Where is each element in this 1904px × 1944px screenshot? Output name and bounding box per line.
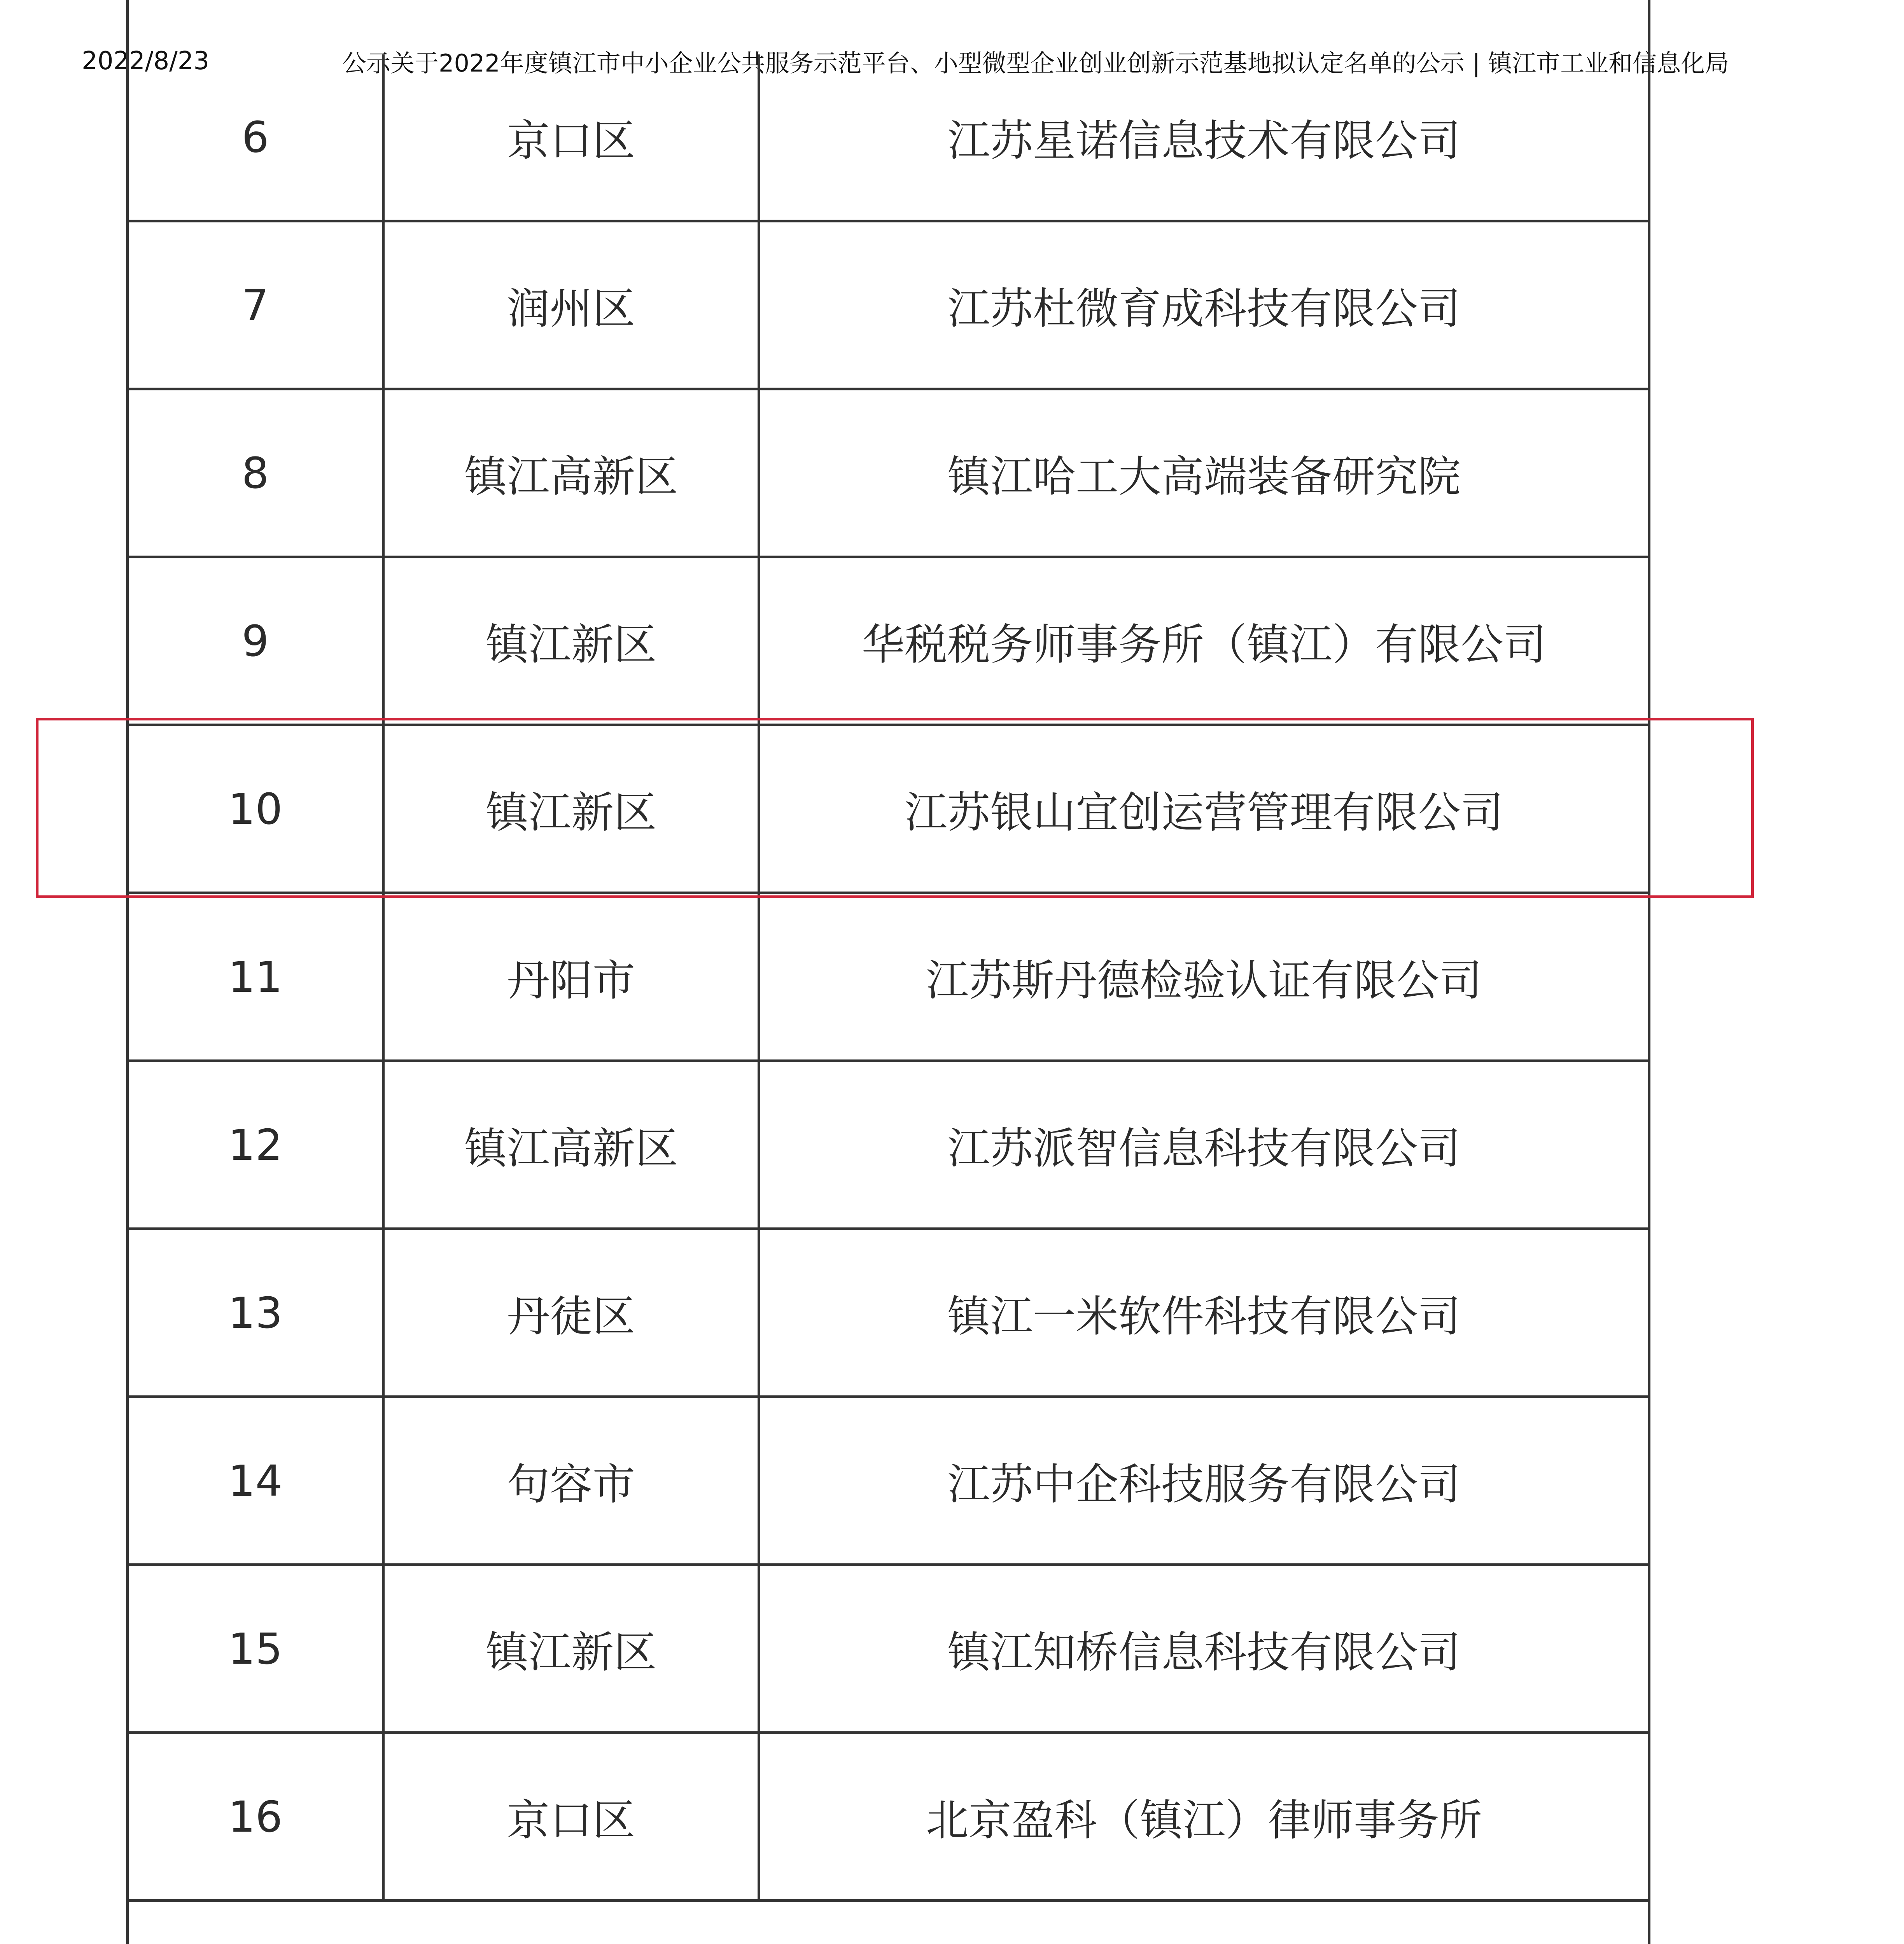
table-row bbox=[129, 1398, 1648, 1566]
row-number: 7 bbox=[129, 222, 385, 388]
section-title bbox=[129, 1902, 1648, 1944]
table-row bbox=[129, 1062, 1648, 1230]
table-row bbox=[129, 1230, 1648, 1398]
table-row bbox=[129, 222, 1648, 390]
table-row bbox=[129, 1734, 1648, 1902]
table-row bbox=[129, 894, 1648, 1062]
table-row-highlighted bbox=[129, 726, 1648, 894]
list-table bbox=[126, 0, 1650, 1944]
section-title-row bbox=[129, 1902, 1648, 1944]
row-company-name: 江苏派智信息科技有限公司 bbox=[947, 1123, 1461, 1173]
print-header-title: 公示关于2022年度镇江市中小企业公共服务示范平台、小型微型企业创业创新示范基地拟认定名单的公示 | 镇江市工业和信息化局 bbox=[342, 49, 1729, 77]
row-area: 丹阳市 bbox=[385, 894, 760, 1059]
print-header-date: 2022/8/23 bbox=[82, 47, 210, 75]
row-area: 镇江新区 bbox=[385, 726, 760, 892]
row-area: 京口区 bbox=[385, 1734, 760, 1899]
row-company-name: 镇江哈工大高端装备研究院 bbox=[947, 451, 1461, 502]
row-number: 13 bbox=[129, 1230, 385, 1395]
row-number: 11 bbox=[129, 894, 385, 1059]
row-number: 6 bbox=[129, 54, 385, 220]
table-row bbox=[129, 558, 1648, 726]
row-company-name: 镇江知桥信息科技有限公司 bbox=[947, 1627, 1461, 1677]
row-area: 丹徒区 bbox=[385, 1230, 760, 1395]
row-area: 镇江新区 bbox=[385, 1566, 760, 1731]
row-number: 8 bbox=[129, 390, 385, 556]
row-area: 镇江高新区 bbox=[385, 390, 760, 556]
table-row bbox=[129, 390, 1648, 558]
row-number: 10 bbox=[129, 726, 385, 892]
row-area: 句容市 bbox=[385, 1398, 760, 1563]
row-company-name: 江苏杜微育成科技有限公司 bbox=[947, 283, 1461, 334]
row-company-name: 江苏银山宜创运营管理有限公司 bbox=[905, 787, 1503, 837]
row-number: 16 bbox=[129, 1734, 385, 1899]
row-company-name: 北京盈科（镇江）律师事务所 bbox=[926, 1795, 1482, 1845]
row-company-name: 江苏中企科技服务有限公司 bbox=[947, 1459, 1461, 1509]
row-company-name: 华税税务师事务所（镇江）有限公司 bbox=[862, 619, 1546, 670]
row-area: 润州区 bbox=[385, 222, 760, 388]
row-number: 9 bbox=[129, 558, 385, 724]
row-area: 镇江高新区 bbox=[385, 1062, 760, 1227]
row-number: 15 bbox=[129, 1566, 385, 1731]
row-number: 12 bbox=[129, 1062, 385, 1227]
row-company-name: 镇江一米软件科技有限公司 bbox=[947, 1291, 1461, 1341]
table-row bbox=[129, 54, 1648, 222]
row-area: 镇江新区 bbox=[385, 558, 760, 724]
table-row bbox=[129, 1566, 1648, 1734]
row-area: 京口区 bbox=[385, 54, 760, 220]
row-company-name: 江苏斯丹德检验认证有限公司 bbox=[926, 955, 1482, 1005]
row-number: 14 bbox=[129, 1398, 385, 1563]
row-company-name: 江苏星诺信息技术有限公司 bbox=[947, 115, 1461, 166]
